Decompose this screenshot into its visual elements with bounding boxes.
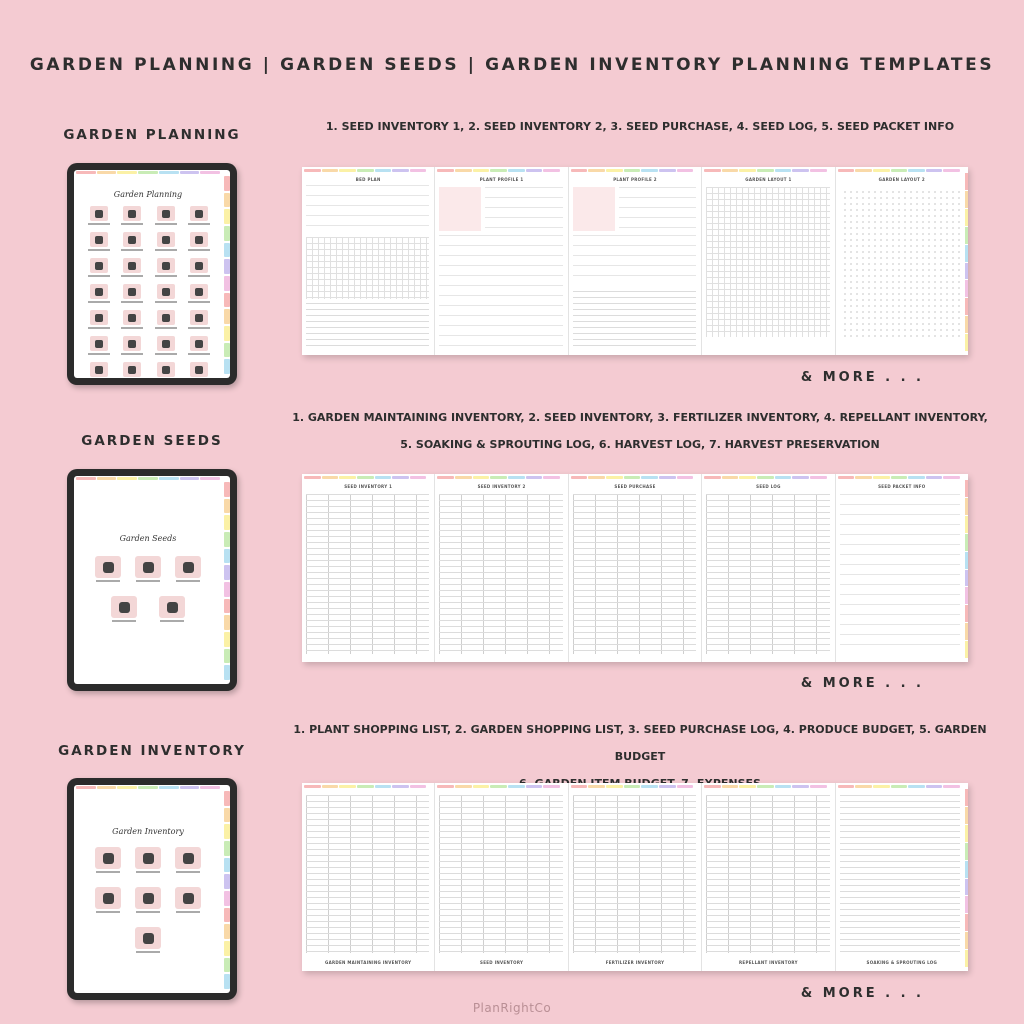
- template-page[interactable]: [569, 474, 702, 662]
- section-description: [270, 404, 1010, 458]
- tablet-mockup: [67, 469, 237, 691]
- menu-icon[interactable]: [95, 887, 121, 913]
- template-page[interactable]: [302, 167, 435, 355]
- section-label: GARDEN PLANNING: [63, 127, 241, 143]
- tablet-title: Garden Inventory: [112, 827, 184, 836]
- template-page[interactable]: [836, 167, 968, 355]
- page-heading: SEED PURCHASE: [614, 484, 656, 489]
- menu-icon[interactable]: [86, 310, 112, 329]
- template-page[interactable]: [302, 783, 435, 971]
- menu-icon[interactable]: [187, 232, 213, 251]
- tablet-top-tabs: [74, 476, 222, 481]
- menu-icon[interactable]: [135, 887, 161, 913]
- menu-icon[interactable]: [135, 847, 161, 873]
- more-label: & MORE . . .: [800, 986, 924, 1001]
- template-page[interactable]: [435, 167, 568, 355]
- page-heading: SOAKING & SPROUTING LOG: [866, 960, 938, 965]
- menu-icon[interactable]: [153, 362, 179, 378]
- tablet-side-tabs: [224, 482, 230, 680]
- menu-icon[interactable]: [86, 258, 112, 277]
- more-label: & MORE . . .: [800, 676, 924, 691]
- template-page[interactable]: [836, 783, 968, 971]
- menu-icon[interactable]: [86, 336, 112, 355]
- page-heading: BED PLAN: [355, 177, 381, 182]
- page-title: GARDEN PLANNING | GARDEN SEEDS | GARDEN INVENTORY PLANNING TEMPLATES: [29, 55, 995, 75]
- template-page[interactable]: [569, 167, 702, 355]
- section-description: [270, 113, 1010, 140]
- template-page[interactable]: [435, 783, 568, 971]
- template-page[interactable]: [836, 474, 968, 662]
- tablet-top-tabs: [74, 170, 222, 175]
- menu-icon[interactable]: [120, 310, 146, 329]
- brand-watermark: PlanRightCo: [472, 1001, 552, 1015]
- description-line-1: 1. SEED INVENTORY 1, 2. SEED INVENTORY 2, 3. SEED PURCHASE, 4. SEED LOG, 5. SEED PACKET INFO: [325, 120, 955, 133]
- section-label: GARDEN INVENTORY: [58, 743, 246, 759]
- menu-icon[interactable]: [153, 310, 179, 329]
- tablet-side-tabs: [224, 176, 230, 374]
- menu-icon[interactable]: [153, 232, 179, 251]
- menu-icon[interactable]: [135, 927, 161, 953]
- menu-icon[interactable]: [120, 284, 146, 303]
- menu-icon[interactable]: [153, 336, 179, 355]
- template-page[interactable]: [569, 783, 702, 971]
- menu-icon[interactable]: [111, 596, 137, 622]
- description-line-2: 5. SOAKING & SPROUTING LOG, 6. HARVEST LOG, 7. HARVEST PRESERVATION: [400, 438, 880, 451]
- template-page[interactable]: [435, 474, 568, 662]
- page-heading: SEED INVENTORY 1: [344, 484, 393, 489]
- page-heading: PLANT PROFILE 2: [613, 177, 657, 182]
- tablet-title: Garden Seeds: [119, 534, 177, 543]
- page-heading: SEED LOG: [756, 484, 781, 489]
- menu-icon[interactable]: [175, 556, 201, 582]
- tablet-screen: [74, 476, 230, 684]
- menu-icon[interactable]: [120, 258, 146, 277]
- menu-icon[interactable]: [187, 362, 213, 378]
- tablet-mockup: [67, 778, 237, 1000]
- menu-icon[interactable]: [86, 284, 112, 303]
- template-page[interactable]: [702, 783, 835, 971]
- menu-icon[interactable]: [86, 206, 112, 225]
- tablet-screen: [74, 170, 230, 378]
- section-label: GARDEN SEEDS: [81, 433, 223, 449]
- icon-grid: [88, 556, 208, 636]
- tablet-screen: [74, 785, 230, 993]
- page-heading: SEED INVENTORY: [480, 960, 524, 965]
- menu-icon[interactable]: [159, 596, 185, 622]
- description-line-1: 1. GARDEN MAINTAINING INVENTORY, 2. SEED INVENTORY, 3. FERTILIZER INVENTORY, 4. REPELLANT INVENTORY,: [292, 411, 988, 424]
- tablet-top-tabs: [74, 785, 222, 790]
- menu-icon[interactable]: [120, 336, 146, 355]
- template-page[interactable]: [702, 167, 835, 355]
- menu-icon[interactable]: [95, 847, 121, 873]
- menu-icon[interactable]: [86, 362, 112, 378]
- menu-icon[interactable]: [175, 887, 201, 913]
- menu-icon[interactable]: [187, 310, 213, 329]
- tablet-side-tabs: [224, 791, 230, 989]
- page-heading: REPELLANT INVENTORY: [739, 960, 798, 965]
- page-heading: GARDEN LAYOUT 1: [745, 177, 792, 182]
- description-line-1: 1. PLANT SHOPPING LIST, 2. GARDEN SHOPPING LIST, 3. SEED PURCHASE LOG, 4. PRODUCE BUDGET, 5. GARDEN BUDGET: [293, 723, 987, 763]
- template-page-strip: [302, 167, 968, 355]
- menu-icon[interactable]: [187, 336, 213, 355]
- menu-icon[interactable]: [95, 556, 121, 582]
- page-heading: SEED INVENTORY 2: [477, 484, 526, 489]
- menu-icon[interactable]: [86, 232, 112, 251]
- template-page[interactable]: [302, 474, 435, 662]
- menu-icon[interactable]: [187, 258, 213, 277]
- more-label: & MORE . . .: [800, 370, 924, 385]
- tablet-title: Garden Planning: [113, 190, 183, 199]
- page-heading: FERTILIZER INVENTORY: [605, 960, 665, 965]
- menu-icon[interactable]: [153, 284, 179, 303]
- menu-icon[interactable]: [120, 206, 146, 225]
- menu-icon[interactable]: [135, 556, 161, 582]
- menu-icon[interactable]: [187, 284, 213, 303]
- menu-icon[interactable]: [187, 206, 213, 225]
- template-page[interactable]: [702, 474, 835, 662]
- menu-icon[interactable]: [175, 847, 201, 873]
- icon-grid: [88, 847, 208, 967]
- page-heading: SEED PACKET INFO: [878, 484, 926, 489]
- template-page-strip: [302, 474, 968, 662]
- menu-icon[interactable]: [120, 362, 146, 378]
- tablet-mockup: [67, 163, 237, 385]
- page-heading: GARDEN MAINTAINING INVENTORY: [325, 960, 412, 965]
- page-heading: GARDEN LAYOUT 2: [878, 177, 925, 182]
- menu-icon[interactable]: [153, 206, 179, 225]
- template-page-strip: [302, 783, 968, 971]
- menu-icon[interactable]: [153, 258, 179, 277]
- menu-icon[interactable]: [120, 232, 146, 251]
- page-heading: PLANT PROFILE 1: [479, 177, 524, 182]
- icon-grid: [86, 206, 212, 378]
